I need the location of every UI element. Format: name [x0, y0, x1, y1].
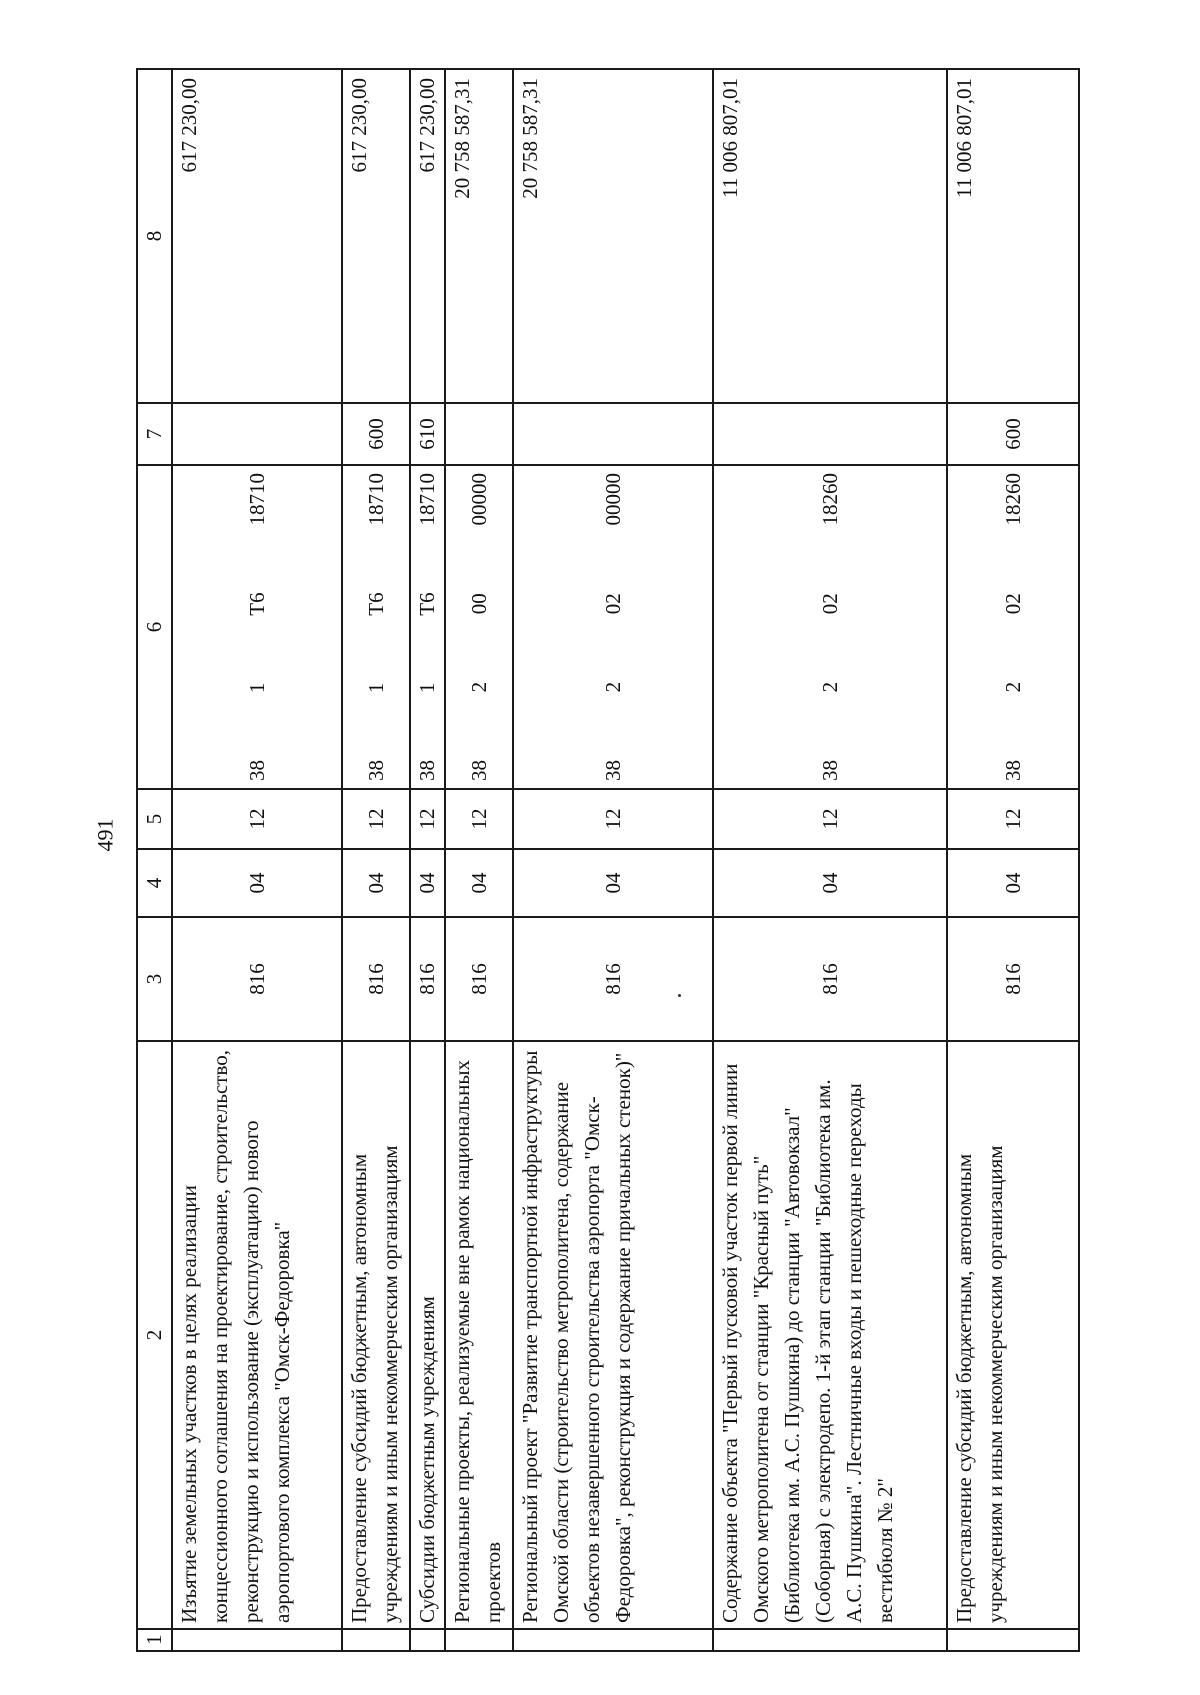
column-header: 5	[137, 789, 172, 849]
subprogram-code: 1	[244, 682, 269, 694]
expense-type-cell	[172, 403, 342, 465]
ministry-code-cell: 816	[713, 917, 947, 1041]
table-row	[445, 69, 513, 1651]
ministry-code-cell: 816	[947, 917, 1079, 1041]
table-row	[947, 69, 1079, 1651]
row-number-cell	[713, 1629, 947, 1651]
subsection-cell: 12	[445, 789, 513, 849]
item-name-cell: Региональные проекты, реализуемые вне рамок национальных проектов	[445, 1041, 513, 1629]
program-code: 38	[817, 760, 842, 781]
table-row	[713, 69, 947, 1651]
target-article-cell	[513, 465, 713, 789]
item-name-cell: Предоставление субсидий бюджетным, автономным учреждениям и иным некоммерческим организациям	[947, 1041, 1079, 1629]
ministry-code-cell: 816	[445, 917, 513, 1041]
expense-type-cell: 610	[410, 403, 445, 465]
table-row	[513, 69, 713, 1651]
section-cell: 04	[713, 849, 947, 917]
row-number-cell	[342, 1629, 410, 1651]
subsection-cell: 12	[342, 789, 410, 849]
table-header-row	[137, 69, 172, 1651]
item-name-cell: Региональный проект "Развитие транспортной инфраструктуры Омской области (строительство метрополитена, содержание объектов незавершенного строительства аэропорта "Омск-Федоровка", реконструкция и содержание причальных стенок)"	[513, 1041, 713, 1629]
direction-code: 18260	[817, 473, 842, 526]
direction-code: 18260	[1000, 473, 1025, 526]
expense-type-cell	[513, 403, 713, 465]
row-number-cell	[410, 1629, 445, 1651]
item-name-cell: Содержание объекта "Первый пусковой участок первой линии Омского метрополитена от станции "Красный путь" (Библиотека им. А.С. Пушкина) до станции "Автовокзал" (Соборная) с электродепо. 1-й этап станции "Библиотека им. А.С. Пушкина". Лестничные входы и пешеходные переходы вестибюля № 2"	[713, 1041, 947, 1629]
project-code: 00	[466, 593, 491, 615]
budget-table	[136, 68, 1080, 1652]
row-number-cell	[513, 1629, 713, 1651]
page-number	[90, 805, 120, 865]
table-row	[172, 69, 342, 1651]
target-article-cell	[713, 465, 947, 789]
expense-type-cell	[445, 403, 513, 465]
subprogram-code: 1	[415, 682, 439, 694]
ministry-code-cell: 816	[342, 917, 410, 1041]
project-code: Т6	[244, 592, 269, 616]
row-number-cell	[172, 1629, 342, 1651]
direction-code: 18710	[363, 473, 388, 526]
column-header: 6	[137, 465, 172, 789]
column-header: 3	[137, 917, 172, 1041]
amount-cell: 20 758 587,31	[445, 69, 513, 403]
subsection-cell: 12	[410, 789, 445, 849]
project-code: 02	[817, 593, 842, 615]
amount-cell: 11 006 807,01	[713, 69, 947, 403]
direction-code: 00000	[600, 473, 625, 526]
target-article-cell	[172, 465, 342, 789]
amount-cell: 20 758 587,31	[513, 69, 713, 403]
ministry-code-cell: 816	[172, 917, 342, 1041]
section-cell: 04	[342, 849, 410, 917]
subprogram-code: 2	[600, 681, 625, 693]
program-code: 38	[244, 760, 269, 781]
project-code: 02	[600, 593, 625, 615]
subsection-cell: 12	[947, 789, 1079, 849]
table-row	[410, 69, 445, 1651]
column-header: 7	[137, 403, 172, 465]
section-cell: 04	[947, 849, 1079, 917]
project-code: 02	[1000, 593, 1025, 615]
target-article-cell	[947, 465, 1079, 789]
project-code: Т6	[363, 592, 388, 616]
expense-type-cell: 600	[342, 403, 410, 465]
expense-type-cell: 600	[947, 403, 1079, 465]
column-header: 8	[137, 69, 172, 403]
subsection-cell: 12	[513, 789, 713, 849]
target-article-cell	[445, 465, 513, 789]
expense-type-cell	[713, 403, 947, 465]
section-cell: 04	[410, 849, 445, 917]
section-cell: 04	[513, 849, 713, 917]
program-code: 38	[466, 760, 491, 781]
section-cell: 04	[445, 849, 513, 917]
column-header: 4	[137, 849, 172, 917]
section-cell: 04	[172, 849, 342, 917]
table-row	[342, 69, 410, 1651]
subprogram-code: 1	[363, 682, 388, 694]
program-code: 38	[600, 760, 625, 781]
row-number-cell	[445, 1629, 513, 1651]
target-article-cell	[410, 465, 445, 789]
subprogram-code: 2	[817, 681, 842, 693]
rotated-table-container	[136, 70, 1072, 1652]
direction-code: 18710	[244, 473, 269, 526]
direction-code: 00000	[466, 473, 491, 526]
target-article-cell	[342, 465, 410, 789]
subsection-cell: 12	[172, 789, 342, 849]
subsection-cell: 12	[713, 789, 947, 849]
amount-cell: 617 230,00	[410, 69, 445, 403]
ministry-code-cell: 816	[410, 917, 445, 1041]
amount-cell: 617 230,00	[172, 69, 342, 403]
amount-cell: 11 006 807,01	[947, 69, 1079, 403]
column-header: 2	[137, 1041, 172, 1629]
direction-code: 18710	[415, 473, 439, 526]
amount-cell: 617 230,00	[342, 69, 410, 403]
project-code: Т6	[415, 592, 439, 616]
column-header: 1	[137, 1629, 172, 1651]
page-number-text: 491	[92, 818, 117, 852]
item-name-cell: Субсидии бюджетным учреждениям	[410, 1041, 445, 1629]
item-name-cell: Изъятие земельных участков в целях реализации концессионного соглашения на проектирование, строительство, реконструкцию и использование (эксплуатацию) нового аэропортового комплекса "Омск-Федоровка"	[172, 1041, 342, 1629]
ministry-code-cell: 816	[513, 917, 713, 1041]
program-code: 38	[363, 760, 388, 781]
row-number-cell	[947, 1629, 1079, 1651]
subprogram-code: 2	[1000, 681, 1025, 693]
subprogram-code: 2	[466, 681, 491, 693]
program-code: 38	[1000, 760, 1025, 781]
program-code: 38	[415, 760, 439, 781]
item-name-cell: Предоставление субсидий бюджетным, автономным учреждениям и иным некоммерческим организациям	[342, 1041, 410, 1629]
